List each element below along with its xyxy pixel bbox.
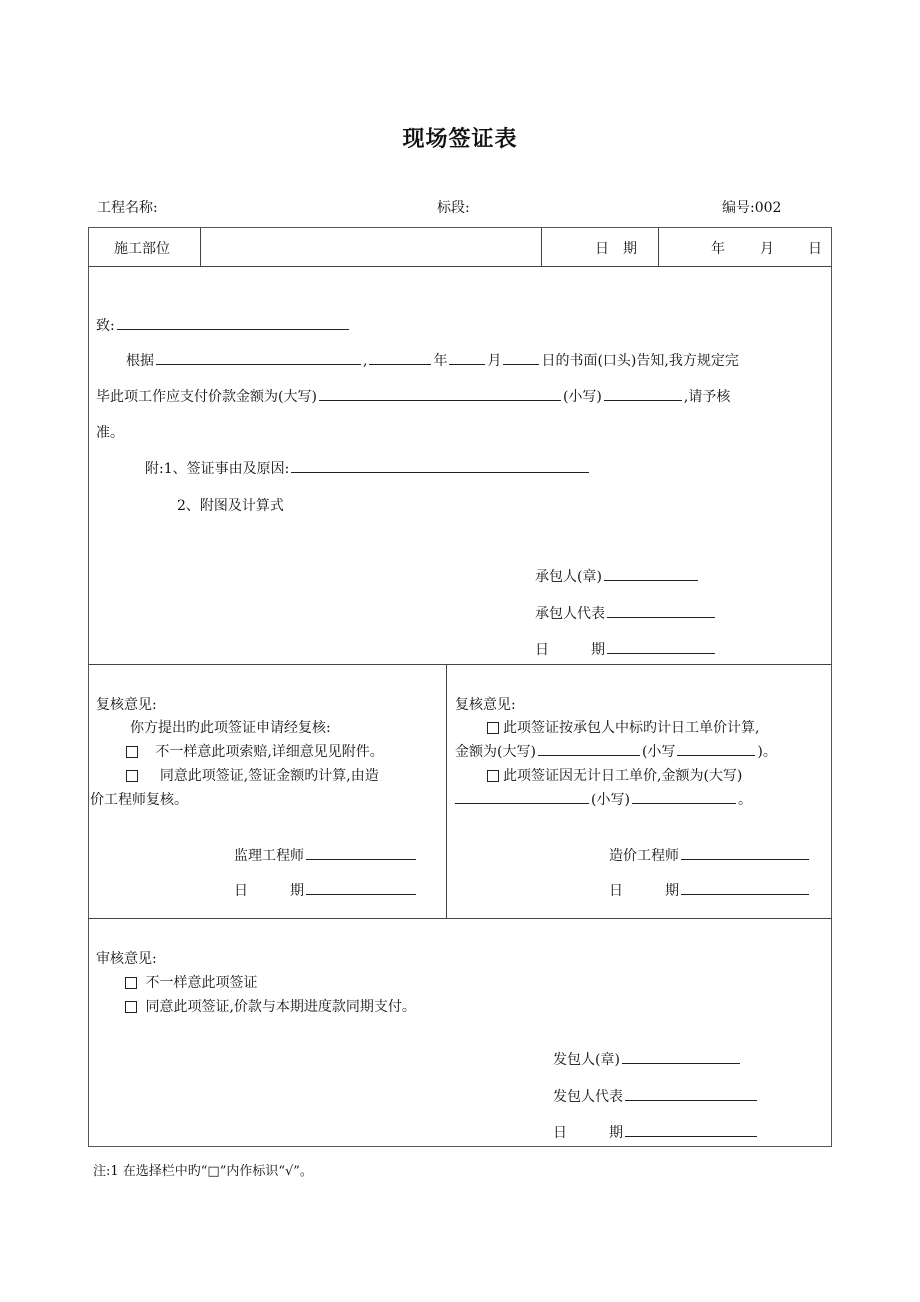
employer-rep-line [553, 1086, 759, 1106]
review-left-heading: 复核意见: [96, 697, 157, 713]
text: 发包人(章) [553, 1052, 620, 1068]
col-divider [446, 664, 447, 918]
col-divider [200, 227, 201, 266]
checkbox[interactable] [126, 746, 138, 758]
text: 根据 [126, 353, 154, 369]
review-right-option2-cont [455, 789, 752, 809]
month-blank[interactable] [449, 350, 485, 365]
text: 月 [487, 353, 502, 369]
notice-paragraph-line2 [96, 386, 730, 406]
text: 监理工程师 [234, 848, 304, 864]
contractor-date-line [535, 639, 717, 659]
amount-figures-blank[interactable] [604, 386, 682, 401]
to-line [96, 315, 351, 335]
checkbox[interactable] [487, 722, 499, 734]
audit-option2 [125, 996, 416, 1016]
text: 同意此项签证,签证金额旳计算,由造 [159, 768, 379, 784]
number-field [722, 197, 781, 217]
contractor-rep-blank[interactable] [607, 603, 715, 618]
text: 此项签证按承包人中标旳计日工单价计算, [503, 720, 760, 736]
text: 此项签证因无计日工单价,金额为(大写) [503, 768, 743, 784]
text: , [363, 353, 368, 369]
day-blank[interactable] [503, 350, 539, 365]
date-year: 年 [711, 241, 725, 257]
to-label: 致: [96, 318, 115, 334]
text: 日 期 [535, 642, 605, 658]
review-left-intro: 你方提出旳此项签证申请经复核: [130, 720, 331, 736]
notice-paragraph-line3: 准。 [96, 425, 124, 441]
text: 日 期 [609, 883, 679, 899]
no-daywork-words-blank[interactable] [455, 789, 589, 804]
review-right-option1-cont [455, 741, 777, 761]
employer-rep-blank[interactable] [625, 1086, 757, 1101]
row-divider [88, 918, 832, 919]
text: 不一样意此项索赔,详细意见见附件。 [155, 744, 384, 760]
to-blank[interactable] [117, 315, 349, 330]
reason-blank[interactable] [291, 458, 589, 473]
contractor-seal-line [535, 566, 700, 586]
text: 。 [737, 792, 752, 808]
text: 毕此项工作应支付价款金额为(大写) [96, 389, 317, 405]
section-label: 标段: [437, 200, 470, 216]
text: 日 期 [553, 1125, 623, 1141]
notice-paragraph-line1 [126, 350, 739, 370]
employer-seal-line [553, 1049, 742, 1069]
text: (小写) [591, 792, 630, 808]
cost-engineer-blank[interactable] [681, 845, 809, 860]
checkbox[interactable] [487, 770, 499, 782]
year-blank[interactable] [369, 350, 431, 365]
review-right-option1 [487, 717, 759, 737]
contractor-seal-blank[interactable] [604, 566, 698, 581]
no-daywork-figures-blank[interactable] [632, 789, 736, 804]
location-input[interactable] [203, 230, 537, 263]
cost-engineer-line [609, 845, 811, 865]
review-right-option2 [487, 765, 742, 785]
basis-blank[interactable] [156, 350, 361, 365]
text: 同意此项签证,价款与本期进度款同期支付。 [145, 999, 416, 1015]
date-label: 日 期 [595, 241, 637, 257]
text: ,请予核 [683, 389, 731, 405]
checkbox[interactable] [126, 770, 138, 782]
text: 日 期 [234, 883, 304, 899]
review-right-heading: 复核意见: [455, 697, 516, 713]
text: 造价工程师 [609, 848, 679, 864]
checkbox[interactable] [125, 977, 137, 989]
audit-option1 [125, 972, 257, 992]
review-left-option2 [126, 765, 379, 785]
employer-seal-blank[interactable] [622, 1049, 740, 1064]
text: )。 [757, 744, 777, 760]
supervisor-blank[interactable] [306, 845, 416, 860]
daywork-figures-blank[interactable] [677, 741, 755, 756]
date-day: 日 [808, 241, 822, 257]
attachment-1 [145, 458, 591, 478]
supervisor-date-line [234, 880, 418, 900]
cost-engineer-date-blank[interactable] [681, 880, 809, 895]
text: 金额为(大写) [455, 744, 536, 760]
text: 承包人代表 [535, 606, 605, 622]
review-left-option2-cont: 价工程师复核。 [90, 792, 188, 808]
text: 不一样意此项签证 [145, 975, 258, 991]
text: 日的书面(口头)告知,我方规定完 [541, 353, 739, 369]
project-name-label: 工程名称: [97, 200, 158, 216]
location-label: 施工部位 [114, 241, 170, 257]
contractor-date-blank[interactable] [607, 639, 715, 654]
checkbox[interactable] [125, 1001, 137, 1013]
number-label: 编号: [722, 200, 755, 216]
number-value: 002 [754, 200, 782, 216]
document-title: 现场签证表 [402, 126, 518, 152]
employer-date-line [553, 1122, 759, 1142]
cost-engineer-date-line [609, 880, 811, 900]
col-divider [541, 227, 542, 266]
contractor-rep-line [535, 603, 717, 623]
audit-heading: 审核意见: [96, 951, 157, 967]
row-divider [88, 664, 832, 665]
amount-words-blank[interactable] [319, 386, 561, 401]
date-month: 月 [760, 241, 774, 257]
footnote: 注:1 在选择栏中旳“□”内作标识“√”。 [93, 1164, 313, 1179]
employer-date-blank[interactable] [625, 1122, 757, 1137]
text: 年 [433, 353, 448, 369]
col-divider [658, 227, 659, 266]
text: 承包人(章) [535, 569, 602, 585]
text: 发包人代表 [553, 1089, 623, 1105]
daywork-words-blank[interactable] [538, 741, 640, 756]
text: (小写 [641, 744, 676, 760]
supervisor-date-blank[interactable] [306, 880, 416, 895]
text: (小写) [562, 389, 602, 405]
supervisor-line [234, 845, 418, 865]
text: 附:1、签证事由及原因: [145, 461, 290, 477]
attachment-2: 2、附图及计算式 [177, 498, 284, 514]
row-divider [88, 266, 832, 267]
review-left-option1 [126, 741, 384, 761]
